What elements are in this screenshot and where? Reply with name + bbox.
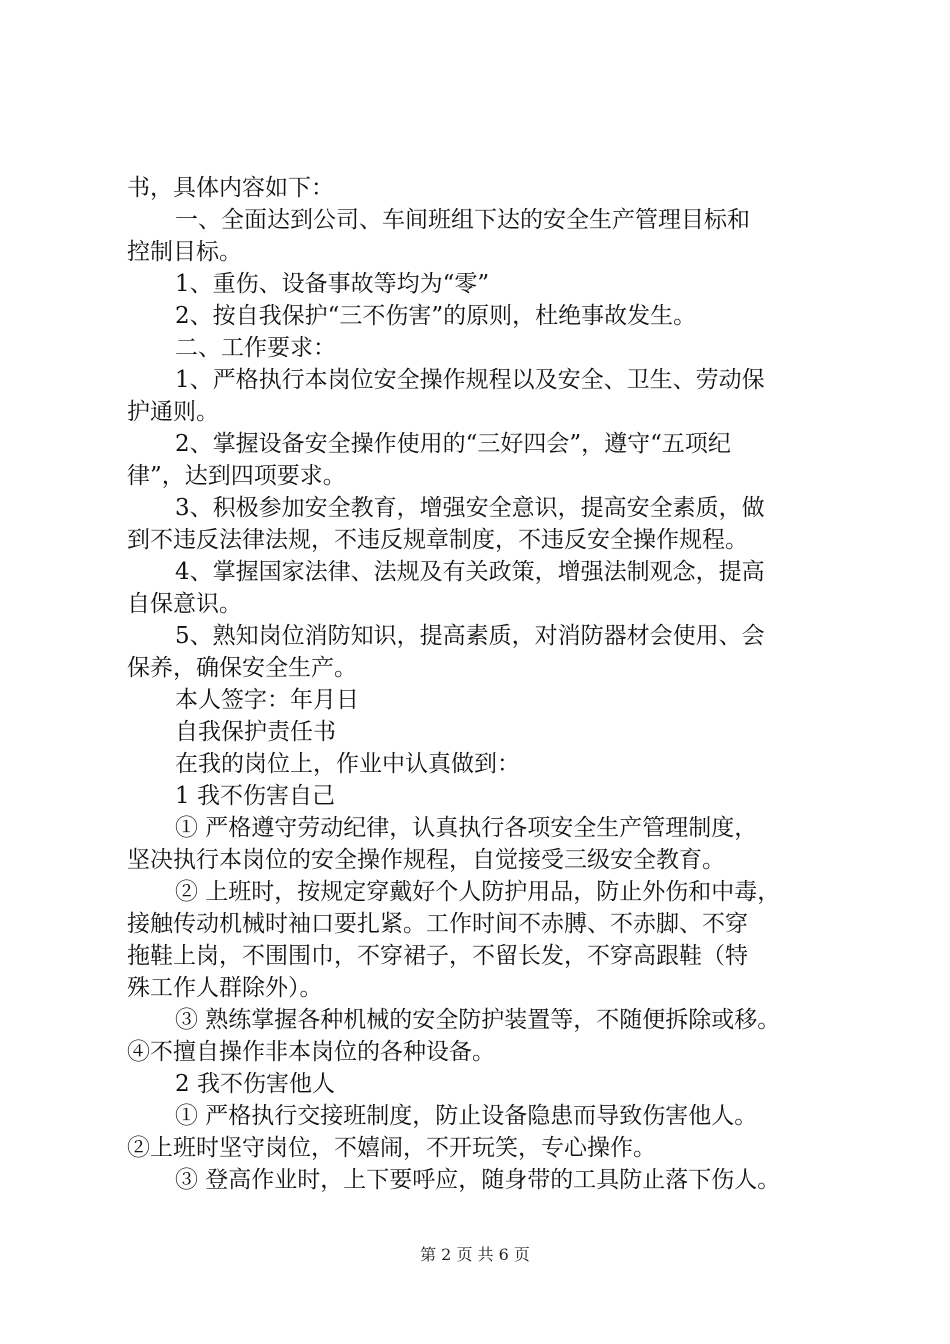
text-line: ④不擅自操作非本岗位的各种设备。 [127,1039,495,1065]
text-line: 2、按自我保护“三不伤害”的原则，杜绝事故发生。 [175,303,697,329]
text-line: 坚决执行本岗位的安全操作规程，自觉接受三级安全教育。 [127,847,725,873]
text-line: ③ 熟练掌握各种机械的安全防护装置等，不随便拆除或移。 [175,1007,781,1033]
text-line: 在我的岗位上，作业中认真做到： [175,751,520,777]
text-line: 书，具体内容如下： [127,175,334,201]
text-line: 二、工作要求： [175,335,336,361]
text-line: 接触传动机械时袖口要扎紧。工作时间不赤膊、不赤脚、不穿 [127,911,748,937]
text-line: 5、熟知岗位消防知识，提高素质，对消防器材会使用、会 [175,623,765,649]
text-line: 1、严格执行本岗位安全操作规程以及安全、卫生、劳动保 [175,367,765,393]
text-line: 控制目标。 [127,239,242,265]
text-line: 2、掌握设备安全操作使用的“三好四会”，遵守“五项纪 [175,431,731,457]
page-footer [0,1245,950,1265]
text-line: 一、全面达到公司、车间班组下达的安全生产管理目标和 [175,207,750,233]
subsection-title: 1 我不伤害自己 [175,783,335,809]
text-line: 律”，达到四项要求。 [127,463,346,489]
subsection-title: 2 我不伤害他人 [175,1071,335,1097]
text-line: 拖鞋上岗，不围围巾，不穿裙子，不留长发，不穿高跟鞋（特 [127,943,748,969]
text-line: 1、重伤、设备事故等均为“零” [175,271,490,297]
text-line: 自保意识。 [127,591,242,617]
text-line: 4、掌握国家法律、法规及有关政策，增强法制观念，提高 [175,559,765,585]
text-line: 护通则。 [127,399,219,425]
text-line: 3、积极参加安全教育，增强安全意识，提高安全素质，做 [175,495,765,521]
document-body [127,172,839,1196]
text-line: ② 上班时，按规定穿戴好个人防护用品，防止外伤和中毒， [175,879,781,905]
text-line: 殊工作人群除外）。 [127,975,323,1001]
text-line: 保养，确保安全生产。 [127,655,357,681]
text-line: ③ 登高作业时，上下要呼应，随身带的工具防止落下伤人。 [175,1167,781,1193]
text-line: ① 严格执行交接班制度，防止设备隐患而导致伤害他人。 [175,1103,758,1129]
text-line: 到不违反法律法规，不违反规章制度，不违反安全操作规程。 [127,527,748,553]
text-line: ②上班时坚守岗位，不嬉闹，不开玩笑，专心操作。 [127,1135,656,1161]
page-number: 第 2 页 共 6 页 [420,1245,530,1264]
text-line: ① 严格遵守劳动纪律，认真执行各项安全生产管理制度， [175,815,758,841]
signature-line: 本人签字：年月日 [175,687,359,713]
section-title: 自我保护责任书 [175,719,336,745]
